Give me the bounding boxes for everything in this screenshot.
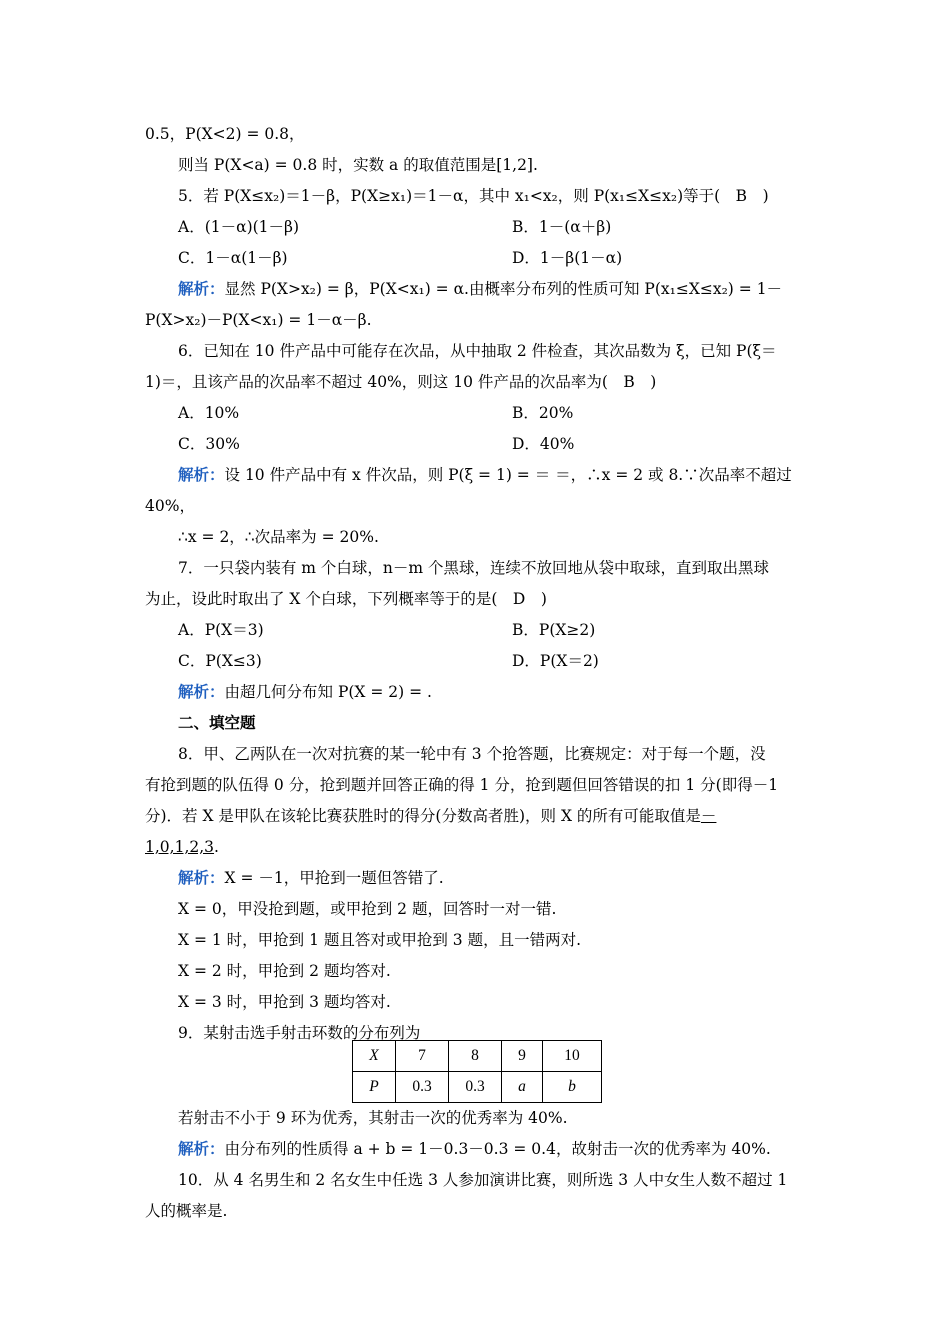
- solution-line: [178, 682, 432, 702]
- table-cell: a: [502, 1072, 543, 1103]
- solution-text: 由分布列的性质得 a + b = 1－0.3－0.3 = 0.4，故射击一次的优秀率为 40%.: [224, 1140, 771, 1158]
- table-cell: 10: [543, 1041, 602, 1072]
- solution-label: 解析：: [178, 465, 225, 484]
- text-line: [145, 837, 219, 857]
- option-d: D．40%: [512, 435, 575, 453]
- option-d: D．P(X＝2): [512, 652, 599, 670]
- solution-text: 由超几何分布知 P(X = 2) = .: [224, 683, 432, 701]
- table-cell: 0.3: [396, 1072, 449, 1103]
- question-8: 8．甲、乙两队在一次对抗赛的某一轮中有 3 个抢答题，比赛规定：对于每一个题，没: [178, 745, 766, 763]
- text-line: 为止，设此时取出了 X 个白球，下列概率等于的是( D ): [145, 590, 547, 608]
- table-cell: 7: [396, 1041, 449, 1072]
- table-cell: P: [353, 1072, 396, 1103]
- question-5: 5．若 P(X≤x₂)＝1－β，P(X≥x₁)＝1－α，其中 x₁<x₂，则 P(x₁≤X≤x₂)等于( B ): [178, 187, 769, 205]
- solution-line: [178, 279, 782, 299]
- text-line: 0.5，P(X<2) = 0.8，: [145, 125, 305, 143]
- solution-label: 解析：: [178, 1139, 225, 1158]
- text-line: 则当 P(X<a) = 0.8 时，实数 a 的取值范围是[1,2].: [178, 156, 538, 174]
- option-d: D．1－β(1－α): [512, 249, 623, 267]
- solution-text: 设 10 件产品中有 x 件次品，则 P(ξ = 1) = ＝ ＝，∴x = 2 或 8.∵次品率不超过: [224, 466, 792, 484]
- text-line: X = 2 时，甲抢到 2 题均答对.: [178, 962, 391, 980]
- text-line: [145, 806, 716, 826]
- option-a: A．10%: [178, 404, 240, 422]
- table-cell: 9: [502, 1041, 543, 1072]
- table-row: [353, 1041, 602, 1072]
- option-a: A．(1－α)(1－β): [178, 218, 300, 236]
- answer-blank: －: [700, 807, 717, 825]
- solution-line: [178, 465, 792, 485]
- text-line: X = 1 时，甲抢到 1 题且答对或甲抢到 3 题，且一错两对.: [178, 931, 582, 949]
- text-line: X = 3 时，甲抢到 3 题均答对.: [178, 993, 391, 1011]
- solution-line: [178, 1139, 771, 1159]
- text-line: 有抢到题的队伍得 0 分，抢到题并回答正确的得 1 分，抢到题但回答错误的扣 1 分(即得－1: [145, 776, 779, 794]
- question-7: 7．一只袋内装有 m 个白球，n－m 个黑球，连续不放回地从袋中取球，直到取出黑球: [178, 559, 770, 577]
- section-heading: 二、填空题: [178, 713, 256, 732]
- question-6: 6．已知在 10 件产品中可能存在次品，从中抽取 2 件检查，其次品数为 ξ，已知 P(ξ＝: [178, 342, 777, 360]
- solution-label: 解析：: [178, 868, 225, 887]
- text-line: 人的概率是.: [145, 1202, 228, 1220]
- option-b: B．P(X≥2): [512, 621, 596, 639]
- solution-text: X = －1，甲抢到一题但答错了.: [224, 869, 444, 887]
- text-line: ∴x = 2，∴次品率为 = 20%.: [178, 528, 379, 546]
- option-a: A．P(X＝3): [178, 621, 264, 639]
- option-c: C．30%: [178, 435, 240, 453]
- table-cell: 8: [449, 1041, 502, 1072]
- table-cell: b: [543, 1072, 602, 1103]
- text-line: X = 0，甲没抢到题，或甲抢到 2 题，回答时一对一错.: [178, 900, 557, 918]
- distribution-table: [352, 1040, 602, 1103]
- option-c: C．1－α(1－β): [178, 249, 288, 267]
- question-9: 9．某射击选手射击环数的分布列为: [178, 1024, 421, 1042]
- solution-label: 解析：: [178, 682, 225, 701]
- text-span: 分)．若 X 是甲队在该轮比赛获胜时的得分(分数高者胜)，则 X 的所有可能取值是: [145, 807, 701, 825]
- answer-blank: 1,0,1,2,3: [145, 838, 215, 856]
- table-cell: X: [353, 1041, 396, 1072]
- text-span: .: [214, 838, 219, 856]
- text-line: P(X>x₂)－P(X<x₁) = 1－α－β.: [145, 311, 372, 329]
- option-c: C．P(X≤3): [178, 652, 262, 670]
- option-b: B．1－(α＋β): [512, 218, 612, 236]
- solution-text: 显然 P(X>x₂) = β，P(X<x₁) = α.由概率分布列的性质可知 P(x₁≤X≤x₂) = 1－: [224, 280, 783, 298]
- question-10: 10．从 4 名男生和 2 名女生中任选 3 人参加演讲比赛，则所选 3 人中女生人数不超过 1: [178, 1171, 788, 1189]
- table-cell: 0.3: [449, 1072, 502, 1103]
- solution-line: [178, 868, 444, 888]
- text-line: 1)＝，且该产品的次品率不超过 40%，则这 10 件产品的次品率为( B ): [145, 373, 657, 391]
- option-b: B．20%: [512, 404, 574, 422]
- text-line: 40%，: [145, 497, 195, 515]
- table-row: [353, 1072, 602, 1103]
- solution-label: 解析：: [178, 279, 225, 298]
- text-line: 若射击不小于 9 环为优秀，其射击一次的优秀率为 40%.: [178, 1109, 568, 1127]
